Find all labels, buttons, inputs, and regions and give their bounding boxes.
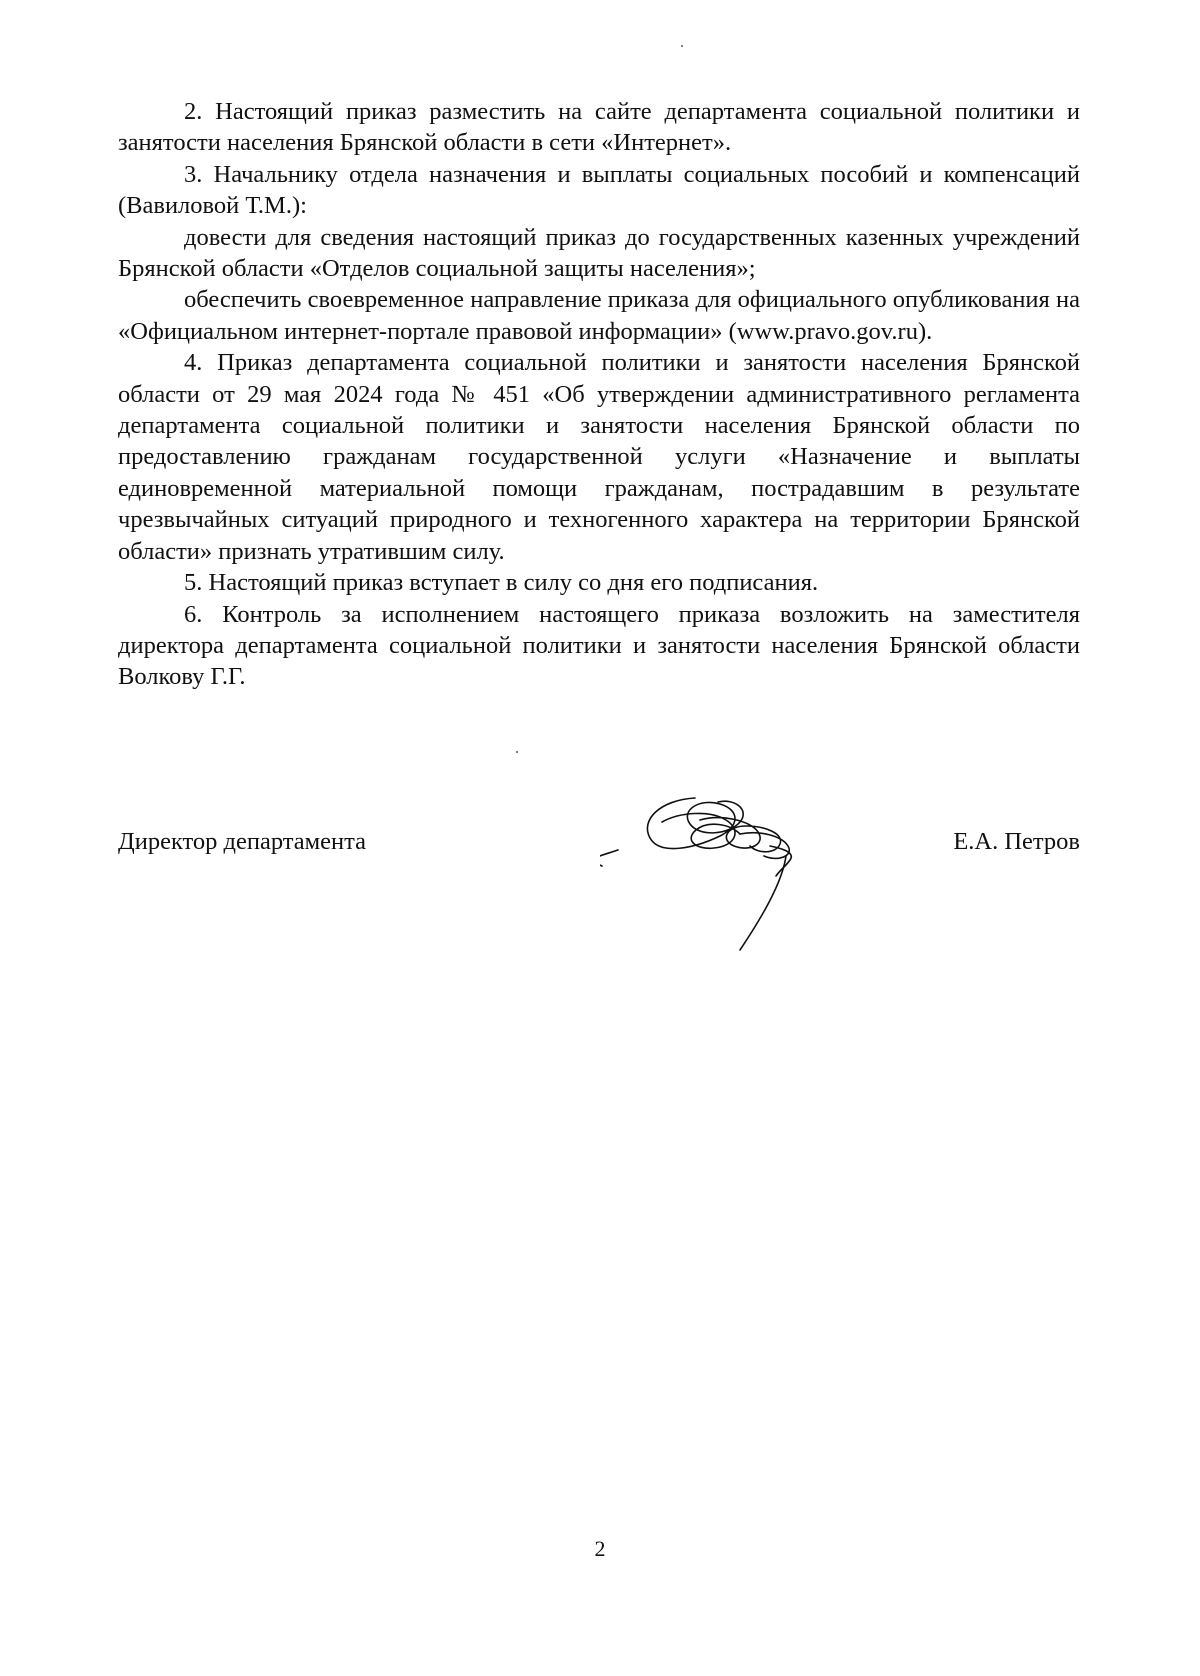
paragraph-item-4: 4. Приказ департамента социальной политики и занятости населения Брянской области от 29 мая 2024 года № 451 «Об утверждении административного регламента департамента социальной политики и занятости населения Брянской области по предоставлению гражданам государственной услуги «Назначение и выплаты единовременной материальной помощи гражданам, пострадавшим в результате чрезвычайных ситуаций природного и техногенного характера на территории Брянской области» признать утратившим силу. [118, 349, 1080, 565]
page-number: 2 [594, 1536, 606, 1561]
paragraph-item-3: 3. Начальнику отдела назначения и выплаты социальных пособий и компенсаций (Вавиловой Т.М.): [118, 160, 1080, 220]
paragraph-item-2: 2. Настоящий приказ разместить на сайте департамента социальной политики и занятости населения Брянской области в сети «Интернет». [118, 98, 1080, 157]
scan-speck [516, 751, 518, 753]
handwritten-signature-icon [600, 790, 850, 960]
signatory-name: Е.А. Петров [953, 828, 1080, 855]
document-body [118, 96, 1080, 693]
paragraph-item-3-publication: обеспечить своевременное направление приказа для официального опубликования на «Официальном интернет-портале правовой информации» (www.pravo.gov.ru). [118, 286, 1080, 345]
paragraph-item-3-bring-to-notice: довести для сведения настоящий приказ до государственных казенных учреждений Брянской области «Отделов социальной защиты населения»; [118, 223, 1080, 283]
paragraph-item-5: 5. Настоящий приказ вступает в силу со дня его подписания. [184, 569, 819, 597]
signatory-title: Директор департамента [118, 828, 367, 855]
paragraph-item-6: 6. Контроль за исполнением настоящего приказа возложить на заместителя директора департамента социальной политики и занятости населения Брянской области Волкову Г.Г. [118, 600, 1080, 691]
scan-speck [681, 45, 683, 47]
